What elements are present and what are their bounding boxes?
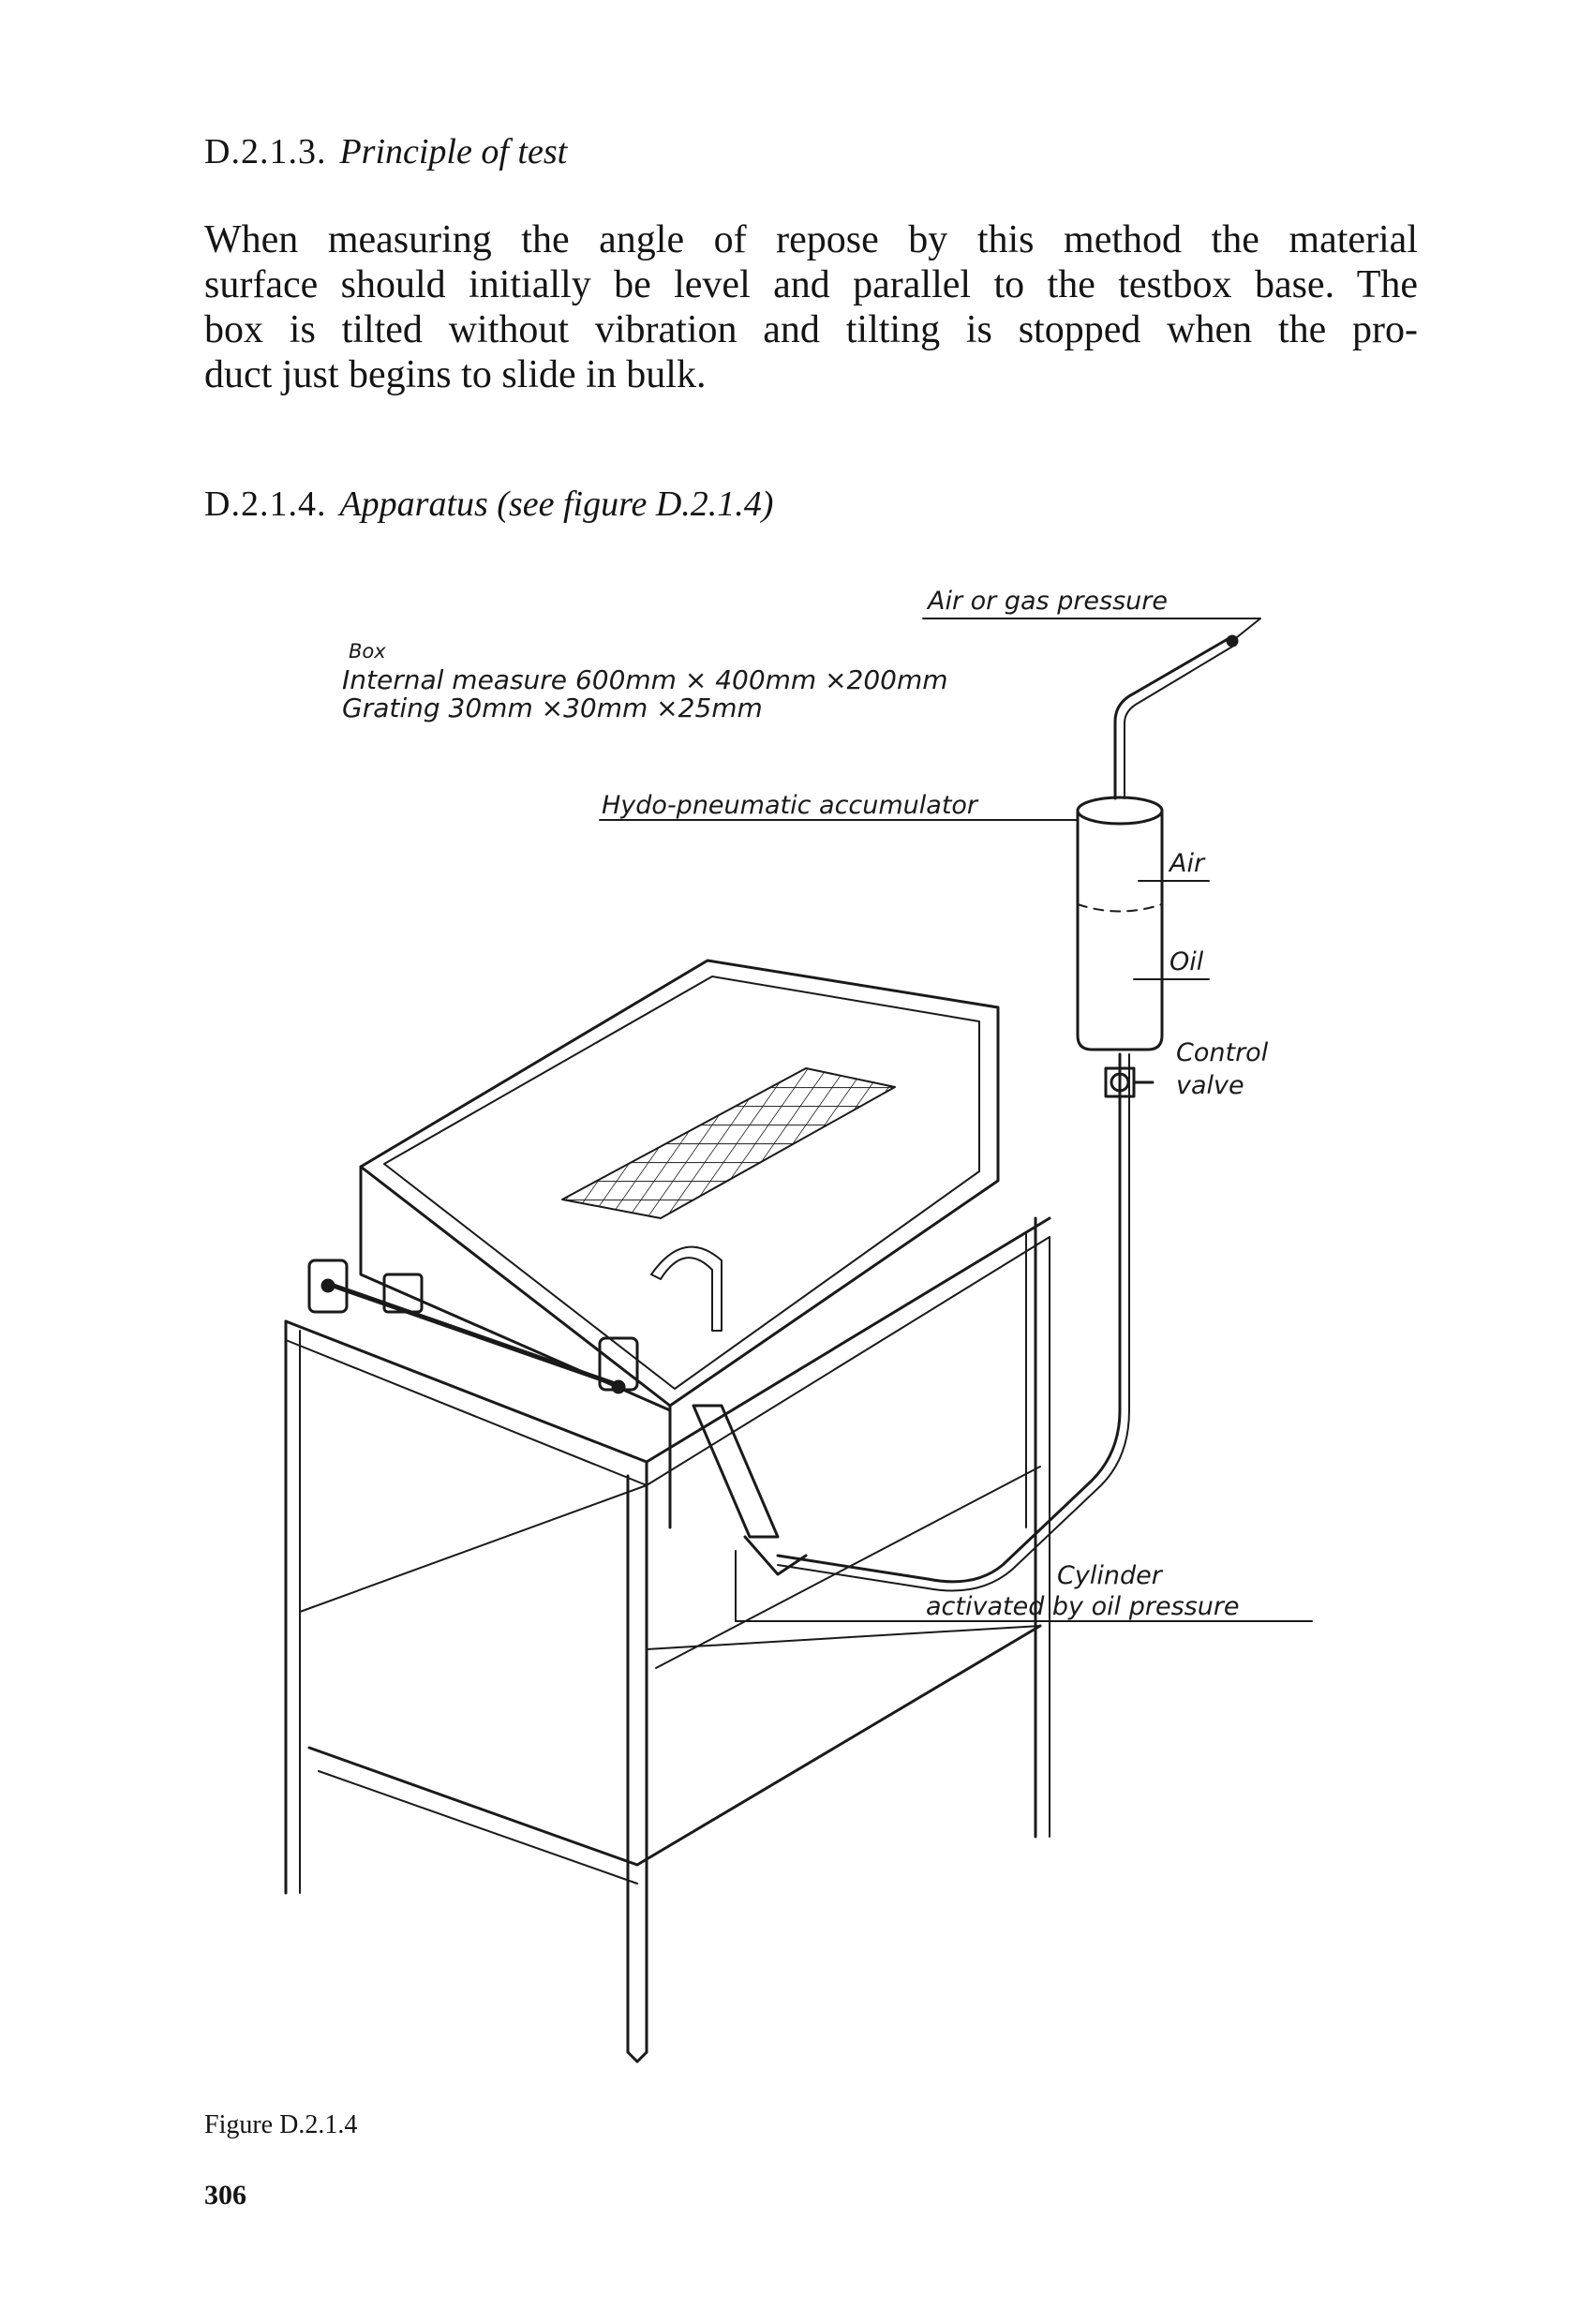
accumulator-top (1078, 797, 1162, 824)
label-grating: Grating 30mm ×30mm ×25mm (342, 693, 763, 723)
accumulator-body (1078, 811, 1162, 1050)
apparatus-figure (0, 562, 1594, 2099)
paragraph-line: surface should initially be level and parallel to the testbox base. The (204, 263, 1418, 306)
paragraph-line: When measuring the angle of repose by this method the material (204, 218, 1418, 261)
label-accumulator: Hydo-pneumatic accumulator (602, 791, 978, 820)
label-activated: activated by oil pressure (926, 1592, 1240, 1621)
hinge-arch (651, 1247, 722, 1331)
table-top-front (286, 1218, 1050, 1462)
label-control: Control (1176, 1038, 1269, 1067)
leader-air-gas (923, 618, 1260, 641)
paragraph-line: box is tilted without vibration and tilting is stopped when the pro- (204, 308, 1418, 351)
section-number: D.2.1.4. (204, 484, 327, 524)
table-lower-rail (309, 1626, 1040, 1865)
label-air-gas: Air or gas pressure (928, 587, 1168, 616)
apparatus-drawing (0, 562, 1594, 2099)
label-box: Box (349, 640, 386, 663)
label-valve: valve (1176, 1071, 1244, 1100)
section-number: D.2.1.3. (204, 132, 327, 171)
label-internal-measure: Internal measure 600mm × 400mm ×200mm (342, 664, 948, 695)
principle-paragraph (204, 217, 1418, 397)
section-heading-apparatus (204, 484, 773, 525)
grating (562, 1068, 895, 1218)
label-oil: Oil (1169, 947, 1204, 976)
section-title: Apparatus (see figure D.2.1.4) (339, 484, 774, 524)
oil-pipe (778, 1054, 1120, 1582)
figure-caption: Figure D.2.1.4 (204, 2110, 358, 2139)
air-pipe (1115, 639, 1228, 798)
section-heading-principle (204, 131, 567, 172)
label-air: Air (1169, 849, 1205, 878)
section-title: Principle of test (339, 132, 568, 171)
label-cylinder: Cylinder (1057, 1561, 1162, 1590)
page-number: 306 (204, 2180, 246, 2211)
paragraph-line: duct just begins to slide in bulk. (204, 353, 707, 396)
